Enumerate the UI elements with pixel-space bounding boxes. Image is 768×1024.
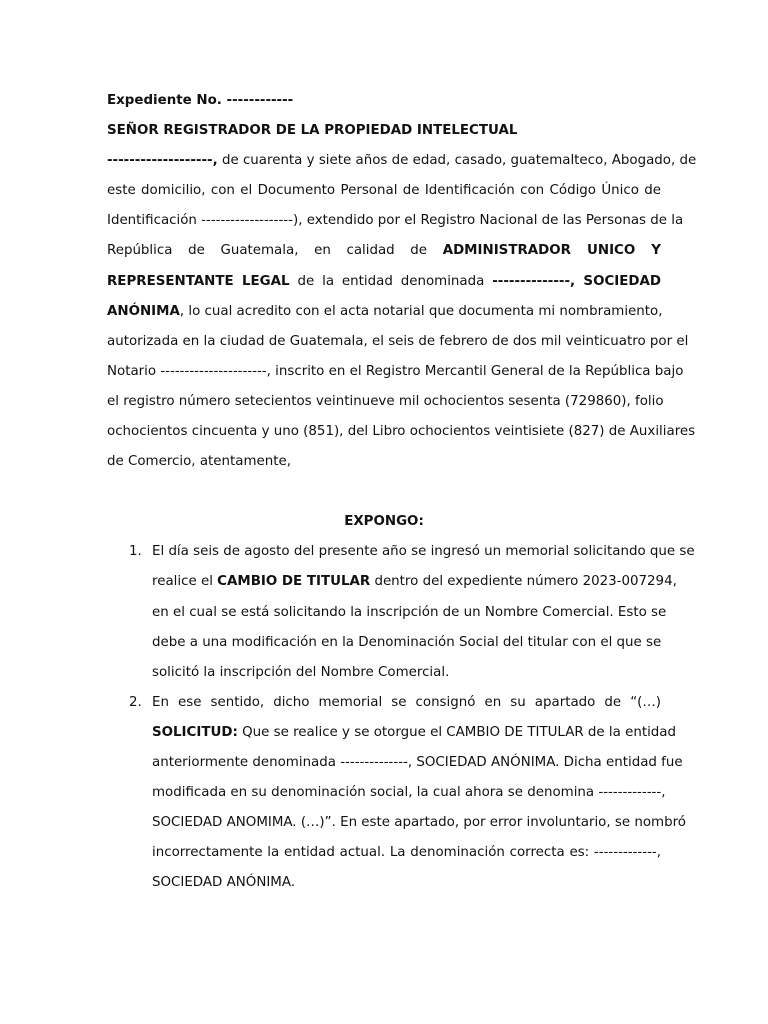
list-item-line bbox=[152, 567, 677, 597]
text-run: SOCIEDAD ANOMIMA. (…)”. En este apartado, por error involuntario, se nombró bbox=[152, 815, 686, 831]
text-run: en el cual se está solicitando la inscripción de un Nombre Comercial. Esto se bbox=[152, 604, 667, 620]
text-run: de la entidad denominada bbox=[289, 273, 493, 289]
text-run: En ese sentido, dicho memorial se consignó en su apartado de “(…) bbox=[152, 694, 661, 710]
intro-line bbox=[107, 357, 684, 387]
intro-line bbox=[107, 447, 661, 477]
bold-text: REPRESENTANTE LEGAL bbox=[107, 273, 290, 289]
text-run: anteriormente denominada --------------, SOCIEDAD ANÓNIMA. Dicha entidad fue bbox=[152, 754, 683, 770]
text-run: de cuarenta y siete años de edad, casado, guatemalteco, Abogado, de bbox=[217, 153, 697, 169]
text-run: El día seis de agosto del presente año se ingresó un memorial solicitando que se bbox=[152, 544, 695, 560]
list-item-line bbox=[152, 658, 661, 688]
text-run: República de Guatemala, en calidad de bbox=[107, 243, 443, 259]
intro-line bbox=[107, 417, 696, 447]
intro-line bbox=[107, 176, 661, 206]
expediente-number: Expediente No. ------------ bbox=[107, 93, 294, 108]
text-run: SOCIEDAD ANÓNIMA. bbox=[152, 875, 296, 891]
list-item-line bbox=[152, 838, 661, 868]
text-run: este domicilio, con el Documento Personal de Identificación con Código Único de bbox=[107, 183, 661, 199]
bold-text: SOLICITUD: bbox=[152, 724, 238, 740]
bold-text: -------------------, bbox=[107, 153, 218, 169]
text-run: autorizada en la ciudad de Guatemala, el seis de febrero de dos mil veinticuatro por el bbox=[107, 333, 689, 349]
text-run: de Comercio, atentamente, bbox=[107, 454, 291, 470]
text-run: Notario ----------------------, inscrito en el Registro Mercantil General de la República bajo bbox=[107, 363, 684, 379]
spacer bbox=[107, 477, 661, 507]
text-run: modificada en su denominación social, la cual ahora se denomina -------------, bbox=[152, 785, 666, 801]
list-item-number: 1. bbox=[129, 544, 142, 560]
list-item-body bbox=[152, 537, 695, 687]
list-item-line bbox=[152, 748, 683, 778]
text-run: debe a una modificación en la Denominación Social del titular con el que se bbox=[152, 634, 662, 650]
intro-paragraph bbox=[107, 146, 697, 477]
list-item-line bbox=[152, 537, 695, 567]
intro-line bbox=[107, 297, 661, 327]
list-item-line bbox=[152, 598, 667, 628]
intro-line bbox=[107, 267, 661, 297]
list-item-line bbox=[152, 718, 677, 748]
text-run: , lo cual acredito con el acta notarial que documenta mi nombramiento, bbox=[179, 303, 663, 319]
list-item-line bbox=[152, 808, 686, 838]
text-run: Que se realice y se otorgue el CAMBIO DE TITULAR de la entidad bbox=[237, 724, 677, 740]
text-run: incorrectamente la entidad actual. La denominación correcta es: -------------, bbox=[152, 845, 661, 861]
bold-text: ANÓNIMA bbox=[107, 303, 180, 319]
list-item bbox=[107, 688, 686, 899]
list-item bbox=[107, 537, 695, 687]
text-run: dentro del expediente número 2023-007294, bbox=[370, 574, 677, 590]
list-item-line bbox=[152, 868, 661, 898]
intro-line bbox=[107, 327, 689, 357]
bold-text: CAMBIO DE TITULAR bbox=[217, 574, 371, 590]
text-run: solicitó la inscripción del Nombre Comercial. bbox=[152, 664, 450, 680]
numbered-list bbox=[107, 537, 695, 898]
list-item-line bbox=[152, 628, 661, 658]
document-body bbox=[107, 86, 697, 898]
bold-text: ADMINISTRADOR UNICO Y bbox=[442, 243, 662, 259]
intro-line bbox=[107, 146, 697, 176]
list-item-number: 2. bbox=[129, 694, 142, 710]
intro-line bbox=[107, 206, 684, 236]
text-run: el registro número setecientos veintinueve mil ochocientos sesenta (729860), folio bbox=[107, 393, 664, 409]
text-run: realice el bbox=[152, 574, 218, 590]
list-item-line bbox=[152, 688, 661, 718]
bold-text: --------------, SOCIEDAD bbox=[492, 273, 661, 289]
list-item-body bbox=[152, 688, 686, 899]
text-run: Identificación -------------------), extendido por el Registro Nacional de las Personas de la bbox=[107, 213, 684, 229]
intro-line bbox=[107, 387, 664, 417]
section-heading-expongo: EXPONGO: bbox=[344, 514, 424, 530]
intro-line bbox=[107, 236, 661, 266]
list-item-line bbox=[152, 778, 666, 808]
addressee-heading: SEÑOR REGISTRADOR DE LA PROPIEDAD INTELECTUAL bbox=[107, 123, 518, 139]
text-run: ochocientos cincuenta y uno (851), del Libro ochocientos veintisiete (827) de Auxiliares bbox=[107, 424, 696, 440]
